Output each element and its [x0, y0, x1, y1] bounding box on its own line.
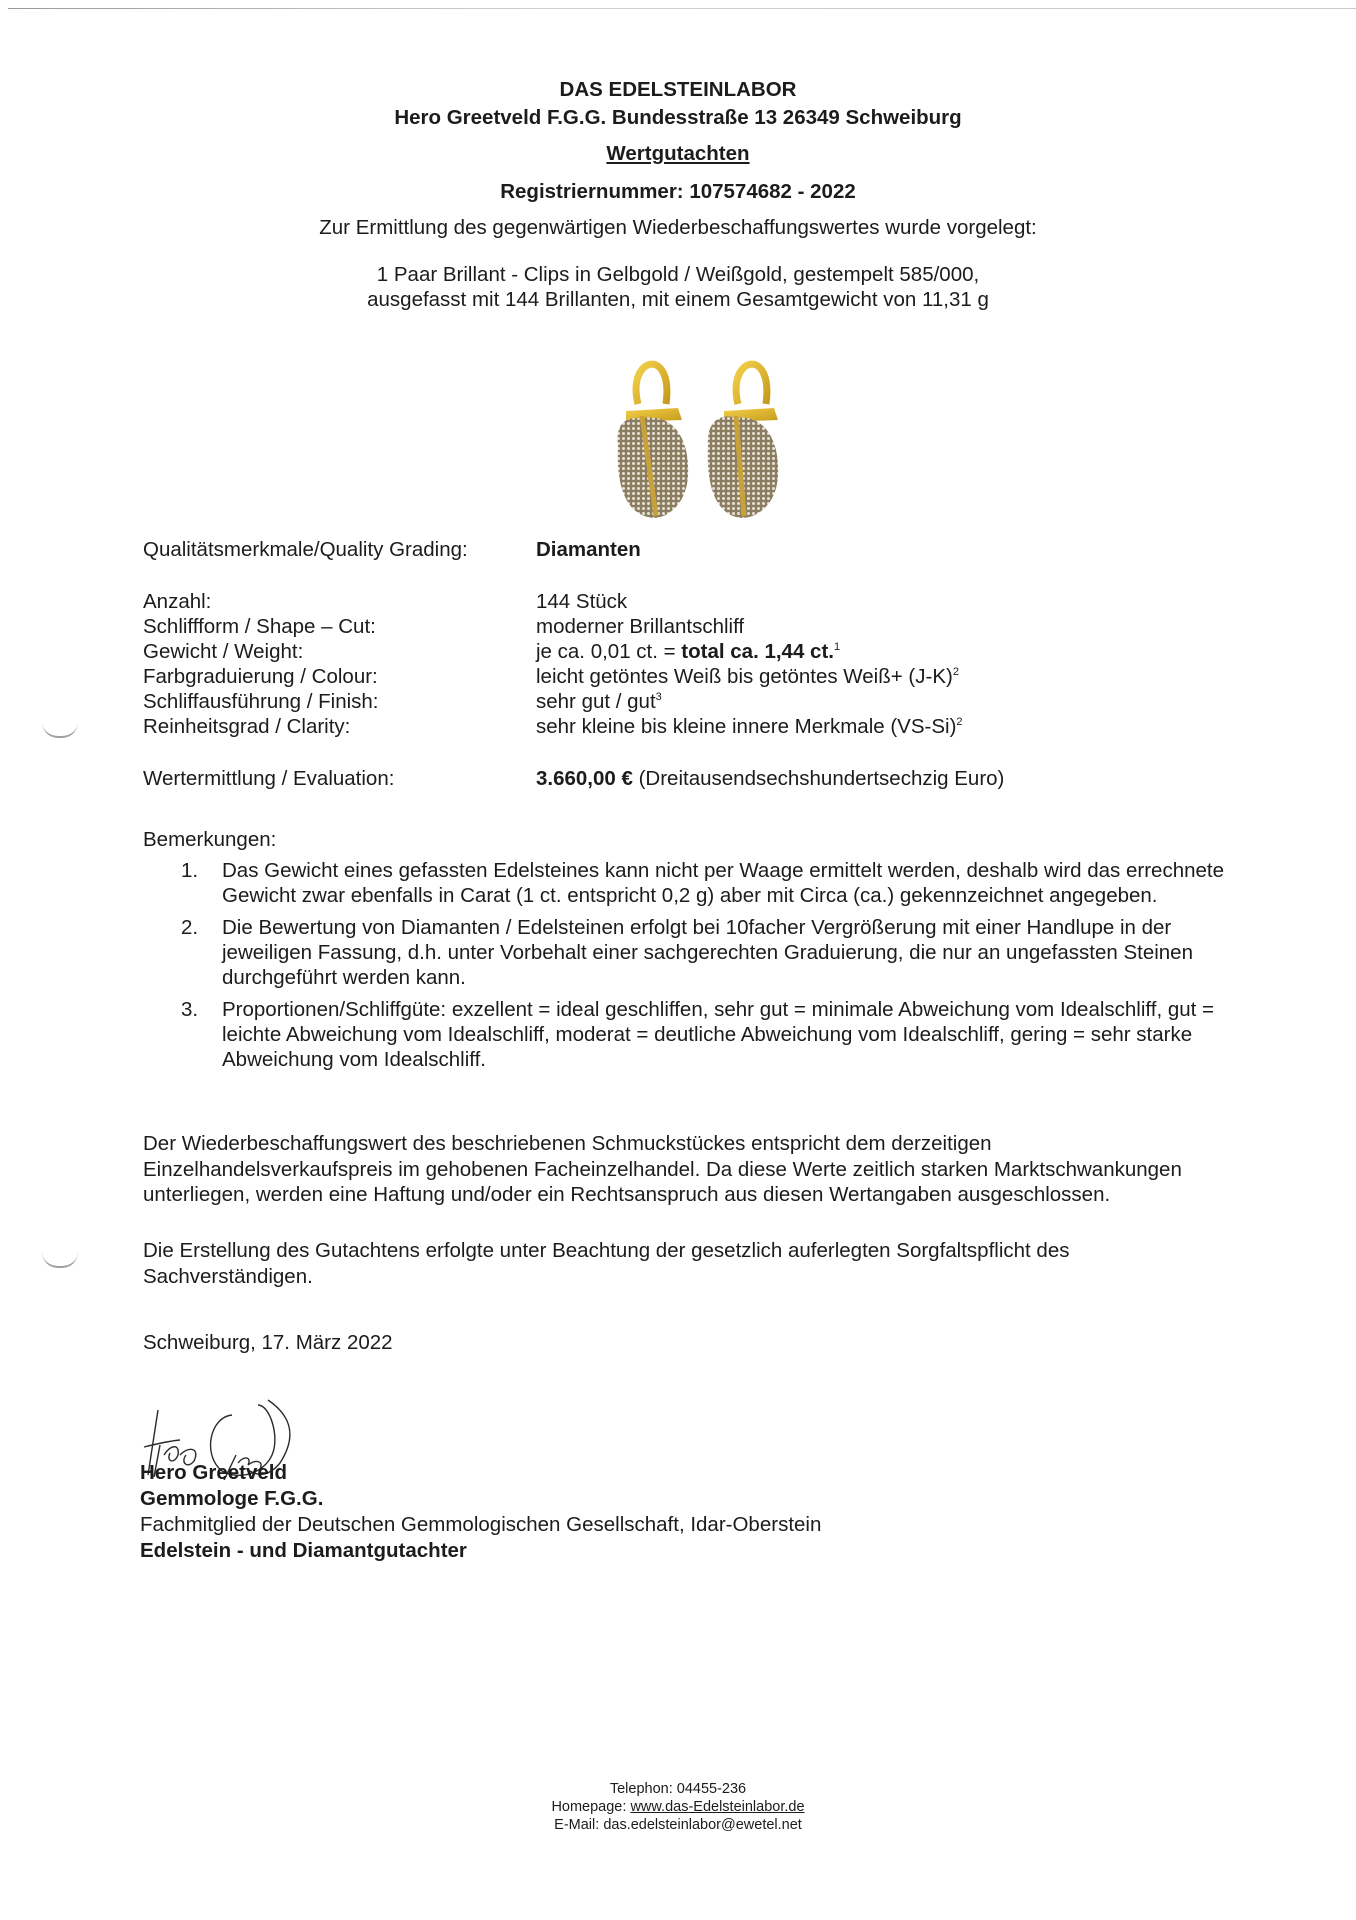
grading-label: Anzahl:: [143, 590, 212, 613]
punch-hole-mark: [42, 1252, 78, 1268]
weight-total: total ca. 1,44 ct.: [681, 640, 834, 663]
grading-value: [536, 690, 662, 714]
grading-heading-label: Qualitätsmerkmale/Quality Grading:: [143, 538, 468, 561]
footer-email: [0, 1816, 1356, 1834]
document-title: Wertgutachten: [606, 142, 750, 165]
signer-name: Hero Greetveld: [140, 1461, 287, 1484]
homepage-link[interactable]: www.das-Edelsteinlabor.de: [630, 1799, 805, 1815]
evaluation-label: Wertermittlung / Evaluation:: [143, 767, 395, 790]
remark-number: 2.: [181, 916, 199, 939]
evaluation-amount: 3.660,00 €: [536, 767, 633, 790]
remark-text: Proportionen/Schliffgüte: exzellent = ideal geschliffen, sehr gut = minimale Abweichung vom Idealschliff, gut = leichte Abweichung vom Idealschliff, moderat = deutliche Abweichung vom Idealschliff, gering = sehr starke Abweichung vom Idealschliff.: [222, 998, 1214, 1071]
lab-address: Hero Greetveld F.G.G. Bundesstraße 13 26349 Schweiburg: [394, 106, 962, 129]
punch-hole-mark: [42, 722, 78, 738]
letterhead: [0, 76, 1356, 132]
remark-text: Das Gewicht eines gefassten Edelsteines kann nicht per Waage ermittelt werden, deshalb wird das errechnete Gewicht zwar ebenfalls in Carat (1 ct. entspricht 0,2 g) aber mit Circa (ca.) gekennzeichnet angegeben.: [222, 859, 1224, 907]
remarks-section: [143, 828, 1243, 1079]
contact-footer: [0, 1780, 1356, 1834]
signer-role: Edelstein - und Diamantgutachter: [140, 1539, 467, 1562]
intro-text: Zur Ermittlung des gegenwärtigen Wiederbeschaffungswertes wurde vorgelegt:: [319, 216, 1037, 239]
item-line-1: 1 Paar Brillant - Clips in Gelbgold / Weißgold, gestempelt 585/000,: [376, 263, 980, 286]
place-date: Schweiburg, 17. März 2022: [143, 1331, 393, 1354]
evaluation-value: [536, 767, 1004, 791]
remark-number: 3.: [181, 998, 199, 1021]
phone-label: Telephon:: [609, 1781, 677, 1797]
signer-membership: Fachmitglied der Deutschen Gemmologischen Gesellschaft, Idar-Oberstein: [140, 1513, 822, 1536]
grading-value: moderner Brillantschliff: [536, 615, 745, 638]
footnote-ref: 1: [833, 641, 841, 653]
grading-label: Farbgraduierung / Colour:: [143, 665, 378, 688]
remark-item: [143, 915, 1243, 990]
grading-label: Reinheitsgrad / Clarity:: [143, 715, 351, 738]
remarks-heading: Bemerkungen:: [143, 828, 277, 851]
remark-text: Die Bewertung von Diamanten / Edelsteinen erfolgt bei 10facher Vergrößerung mit einer Handlupe in der jeweiligen Fassung, d.h. unter Vorbehalt einer sachgerechten Graduierung, die nur an ungefassten Steinen durchgeführt werden kann.: [222, 916, 1193, 989]
footer-phone: [0, 1780, 1356, 1798]
grading-label: Schliffausführung / Finish:: [143, 690, 379, 713]
email-label: E-Mail:: [554, 1817, 604, 1833]
remark-number: 1.: [181, 859, 199, 882]
lab-name: DAS EDELSTEINLABOR: [559, 78, 797, 101]
phone-number: 04455-236: [676, 1781, 747, 1797]
grading-value: [536, 640, 840, 664]
item-line-2: ausgefasst mit 144 Brillanten, mit einem Gesamtgewicht von 11,31 g: [367, 288, 989, 311]
remark-item: [143, 858, 1243, 908]
remark-item: [143, 997, 1243, 1072]
footer-homepage: [0, 1798, 1356, 1816]
disclaimer-paragraph: Der Wiederbeschaffungswert des beschriebenen Schmuckstückes entspricht dem derzeitigen Einzelhandelsverkaufspreis im gehobenen Facheinzelhandel. Da diese Werte zeitlich starken Marktschwankungen unterliegen, werden eine Haftung und/oder ein Rechtsanspruch aus diesen Wertangaben ausgeschlossen.: [143, 1132, 1182, 1206]
scan-edge-line: [8, 8, 1356, 9]
footnote-ref: 2: [952, 666, 959, 678]
evaluation-words: (Dreitausendsechshundertsechzig Euro): [632, 767, 1005, 790]
diligence-paragraph: Die Erstellung des Gutachtens erfolgte unter Beachtung der gesetzlich auferlegten Sorgfaltspflicht des Sachverständigen.: [143, 1239, 1070, 1288]
grading-value: 144 Stück: [536, 590, 628, 613]
footnote-ref: 2: [956, 716, 963, 728]
signature-block: [140, 1460, 821, 1564]
registration-number: Registriernummer: 107574682 - 2022: [500, 180, 856, 203]
signer-title: Gemmologe F.G.G.: [140, 1487, 324, 1510]
clarity-value: sehr kleine bis kleine innere Merkmale (VS-Si): [536, 715, 957, 738]
homepage-label: Homepage:: [551, 1799, 631, 1815]
colour-value: leicht getöntes Weiß bis getöntes Weiß+ (J-K): [536, 665, 953, 688]
grading-label: Schliffform / Shape – Cut:: [143, 615, 376, 638]
footnote-ref: 3: [655, 691, 662, 703]
finish-value: sehr gut / gut: [536, 690, 656, 713]
weight-each: je ca. 0,01 ct. =: [536, 640, 682, 663]
grading-label: Gewicht / Weight:: [143, 640, 304, 663]
grading-value: [536, 665, 959, 689]
earring-left: [618, 364, 689, 518]
remarks-list: [143, 858, 1243, 1072]
earring-right: [708, 364, 778, 518]
email-address: das.edelsteinlabor@ewetel.net: [603, 1817, 802, 1833]
earrings-photo: [596, 336, 790, 526]
item-description: [0, 262, 1356, 312]
grading-heading-value: Diamanten: [536, 538, 641, 561]
grading-value: [536, 715, 963, 739]
